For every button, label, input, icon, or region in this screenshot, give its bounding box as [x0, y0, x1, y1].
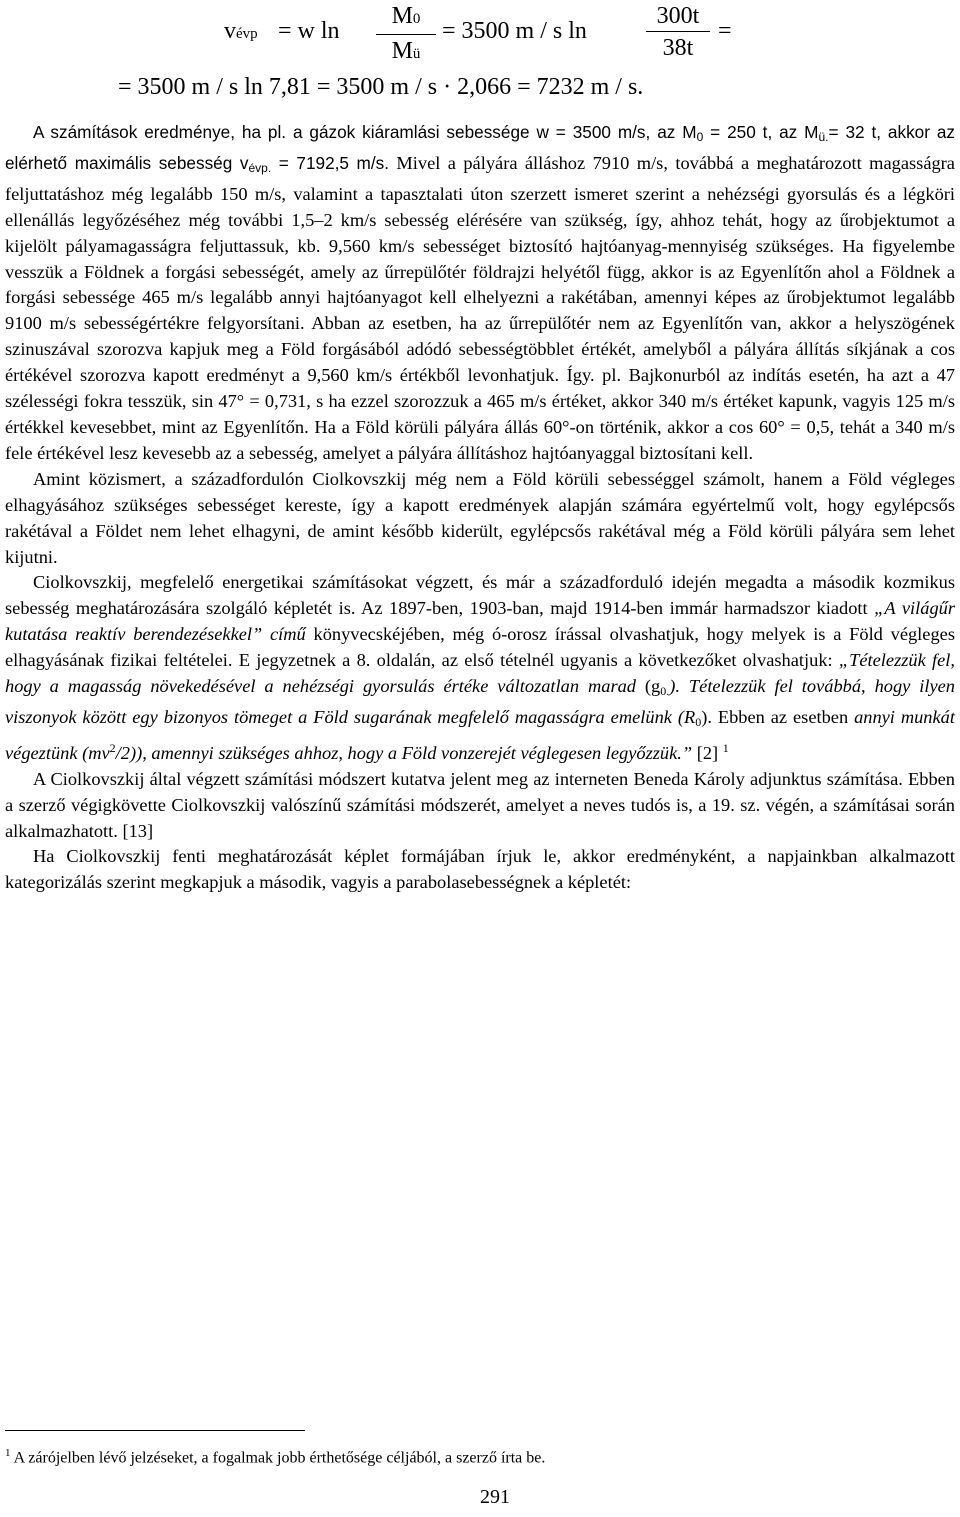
rocket-equation: [0, 0, 960, 68]
mass-ratio-fraction: M0 Mü: [376, 2, 436, 68]
paragraph-5: Ha Ciolkovszkij fenti meghatározását képlet formájában írjuk le, akkor eredményként, a napjainkban alkalmazott kategorizálás szerint megkapjuk a második, vagyis a parabolasebességnek a képletét:: [5, 846, 955, 893]
body-text: [5, 120, 955, 896]
formula-lhs: vévp: [224, 18, 258, 44]
formula-eq3: =: [718, 18, 732, 44]
formula-eq2: = 3500 m / s ln: [442, 18, 587, 44]
formula-eq1: = w ln: [278, 18, 340, 44]
footnote: $^1$ A zárójelben lévő jelzéseket, a fogalmak jobb érthetősége céljából, a szerző írta be.: [5, 1447, 546, 1467]
page-number: 291: [480, 1486, 510, 1508]
paragraph-2: Amint közismert, a századfordulón Ciolkovszkij még nem a Föld körüli sebességgel számolt, hanem a Föld végleges elhagyásához szükséges sebességet kereste, így a kapott eredmények alapján számára egyértelmű volt, hogy egylépcsős rakétával a Földet nem lehet elhagyni, de amint később kiderült, egylépcsős rakétával még a Föld körüli pályára sem lehet kijutni.: [5, 468, 955, 567]
rocket-equation-result: [0, 74, 960, 110]
footnote-divider: [5, 1430, 305, 1431]
paragraph-4: A Ciolkovszkij által végzett számítási módszert kutatva jelent meg az interneten Beneda Károly adjunktus számítása. Ebben a szerző végigkövette Ciolkovszkij valószínű számítási módszerét, amelyet a neves tudós is, a 19. sz. végén, a számításai során alkalmazhatott. [13]: [5, 768, 955, 841]
tonnage-fraction: 300t 38t: [646, 2, 710, 62]
paragraph-3: Ciolkovszkij, megfelelő energetikai számításokat végzett, és már a századforduló idején megadta a második kozmikus sebesség meghatározására szolgáló képletét is. Az 1897-ben, 1903-ban, majd 1914-ben immár harmadszor kiadott „A világűr kutatása reaktív berendezésekkel” című könyvecskéjében, még ó-orosz írással olvashatjuk, hogy melyek is a Föld végleges elhagyásának fizikai feltételei. E jegyzetnek a 8. oldalán, az első tételnél ugyanis a következőket olvashatjuk: „Tételezzük fel, hogy a magasság növekedésével a nehézségi gyorsulás értéke változatlan marad (g0.). Tételezzük fel továbbá, hogy ilyen viszonyok között egy bizonyos tömeget a Föld sugarának megfelelő magasságra emelünk (R0). Ebben az esetben annyi munkát végeztünk $(mv^2/2)$), amennyi szükséges ahhoz, hogy a Föld vonzerejét véglegesen legyőzzük.” [2] $^1$: [5, 572, 955, 763]
formula-line2: = 3500 m / s ln 7,81 = 3500 m / s · 2,066 = 7232 m / s.: [118, 74, 644, 100]
paragraph-1: A számítások eredménye, ha pl. a gázok kiáramlási sebessége w = 3500 m/s, az M0 = 250 t, az Mü.= 32 t, akkor az elérhető maximális sebesség vévp. = 7192,5 m/s. Mivel a pályára álláshoz 7910 m/s, továbbá a meghatározott magasságra feljuttatáshoz még legalább 150 m/s, valamint a tapasztalati úton szerzett ismeret szerint a nehézségi gyorsulás és a légköri ellenállás legyőzéséhez még további 1,5–2 km/s sebesség elérésére van szükség, így, ahhoz tehát, hogy az űrobjektumot a kijelölt pályamagasságra feljuttassuk, kb. 9,560 km/s sebességet biztosító hajtóanyag-mennyiség szükséges. Ha figyelembe vesszük a Földnek a forgási sebességét, amely az űrrepülőtér földrajzi helyétől függ, akkor is az Egyenlítőn ahol a Földnek a forgási sebessége 465 m/s legalább annyi hajtóanyagot kell elhelyezni a rakétában, amennyi képes az űrobjektumot legalább 9100 m/s sebességértékre felgyorsítani. Abban az esetben, ha az űrrepülőtér nem az Egyenlítőn van, akkor a helyszögének szinuszával szorozva kapjuk meg a Föld forgásából adódó sebességtöbblet értékét, amelyből a pályára állítás síkjának a cos értékével szorozva kapott eredményt a 9,560 km/s értékből levonhatjuk. Így. pl. Bajkonurból az indítás esetén, ha azt a 47 szélességi fokra tesszük, sin 47° = 0,731, s ha ezzel szorozzuk a 465 m/s értéket, akkor 340 m/s értéket kapunk, vagyis 125 m/s értékkel kevesebbet, mint az Egyenlítőn. Ha a Föld körüli pályára állás 60°-on történik, akkor a cos 60° = 0,5, tehát a 340 m/s fele értékével lesz kevesebb az a sebesség, amelyet a pályára állításhoz hajtóanyaggal biztosítani kell.: [5, 122, 955, 463]
